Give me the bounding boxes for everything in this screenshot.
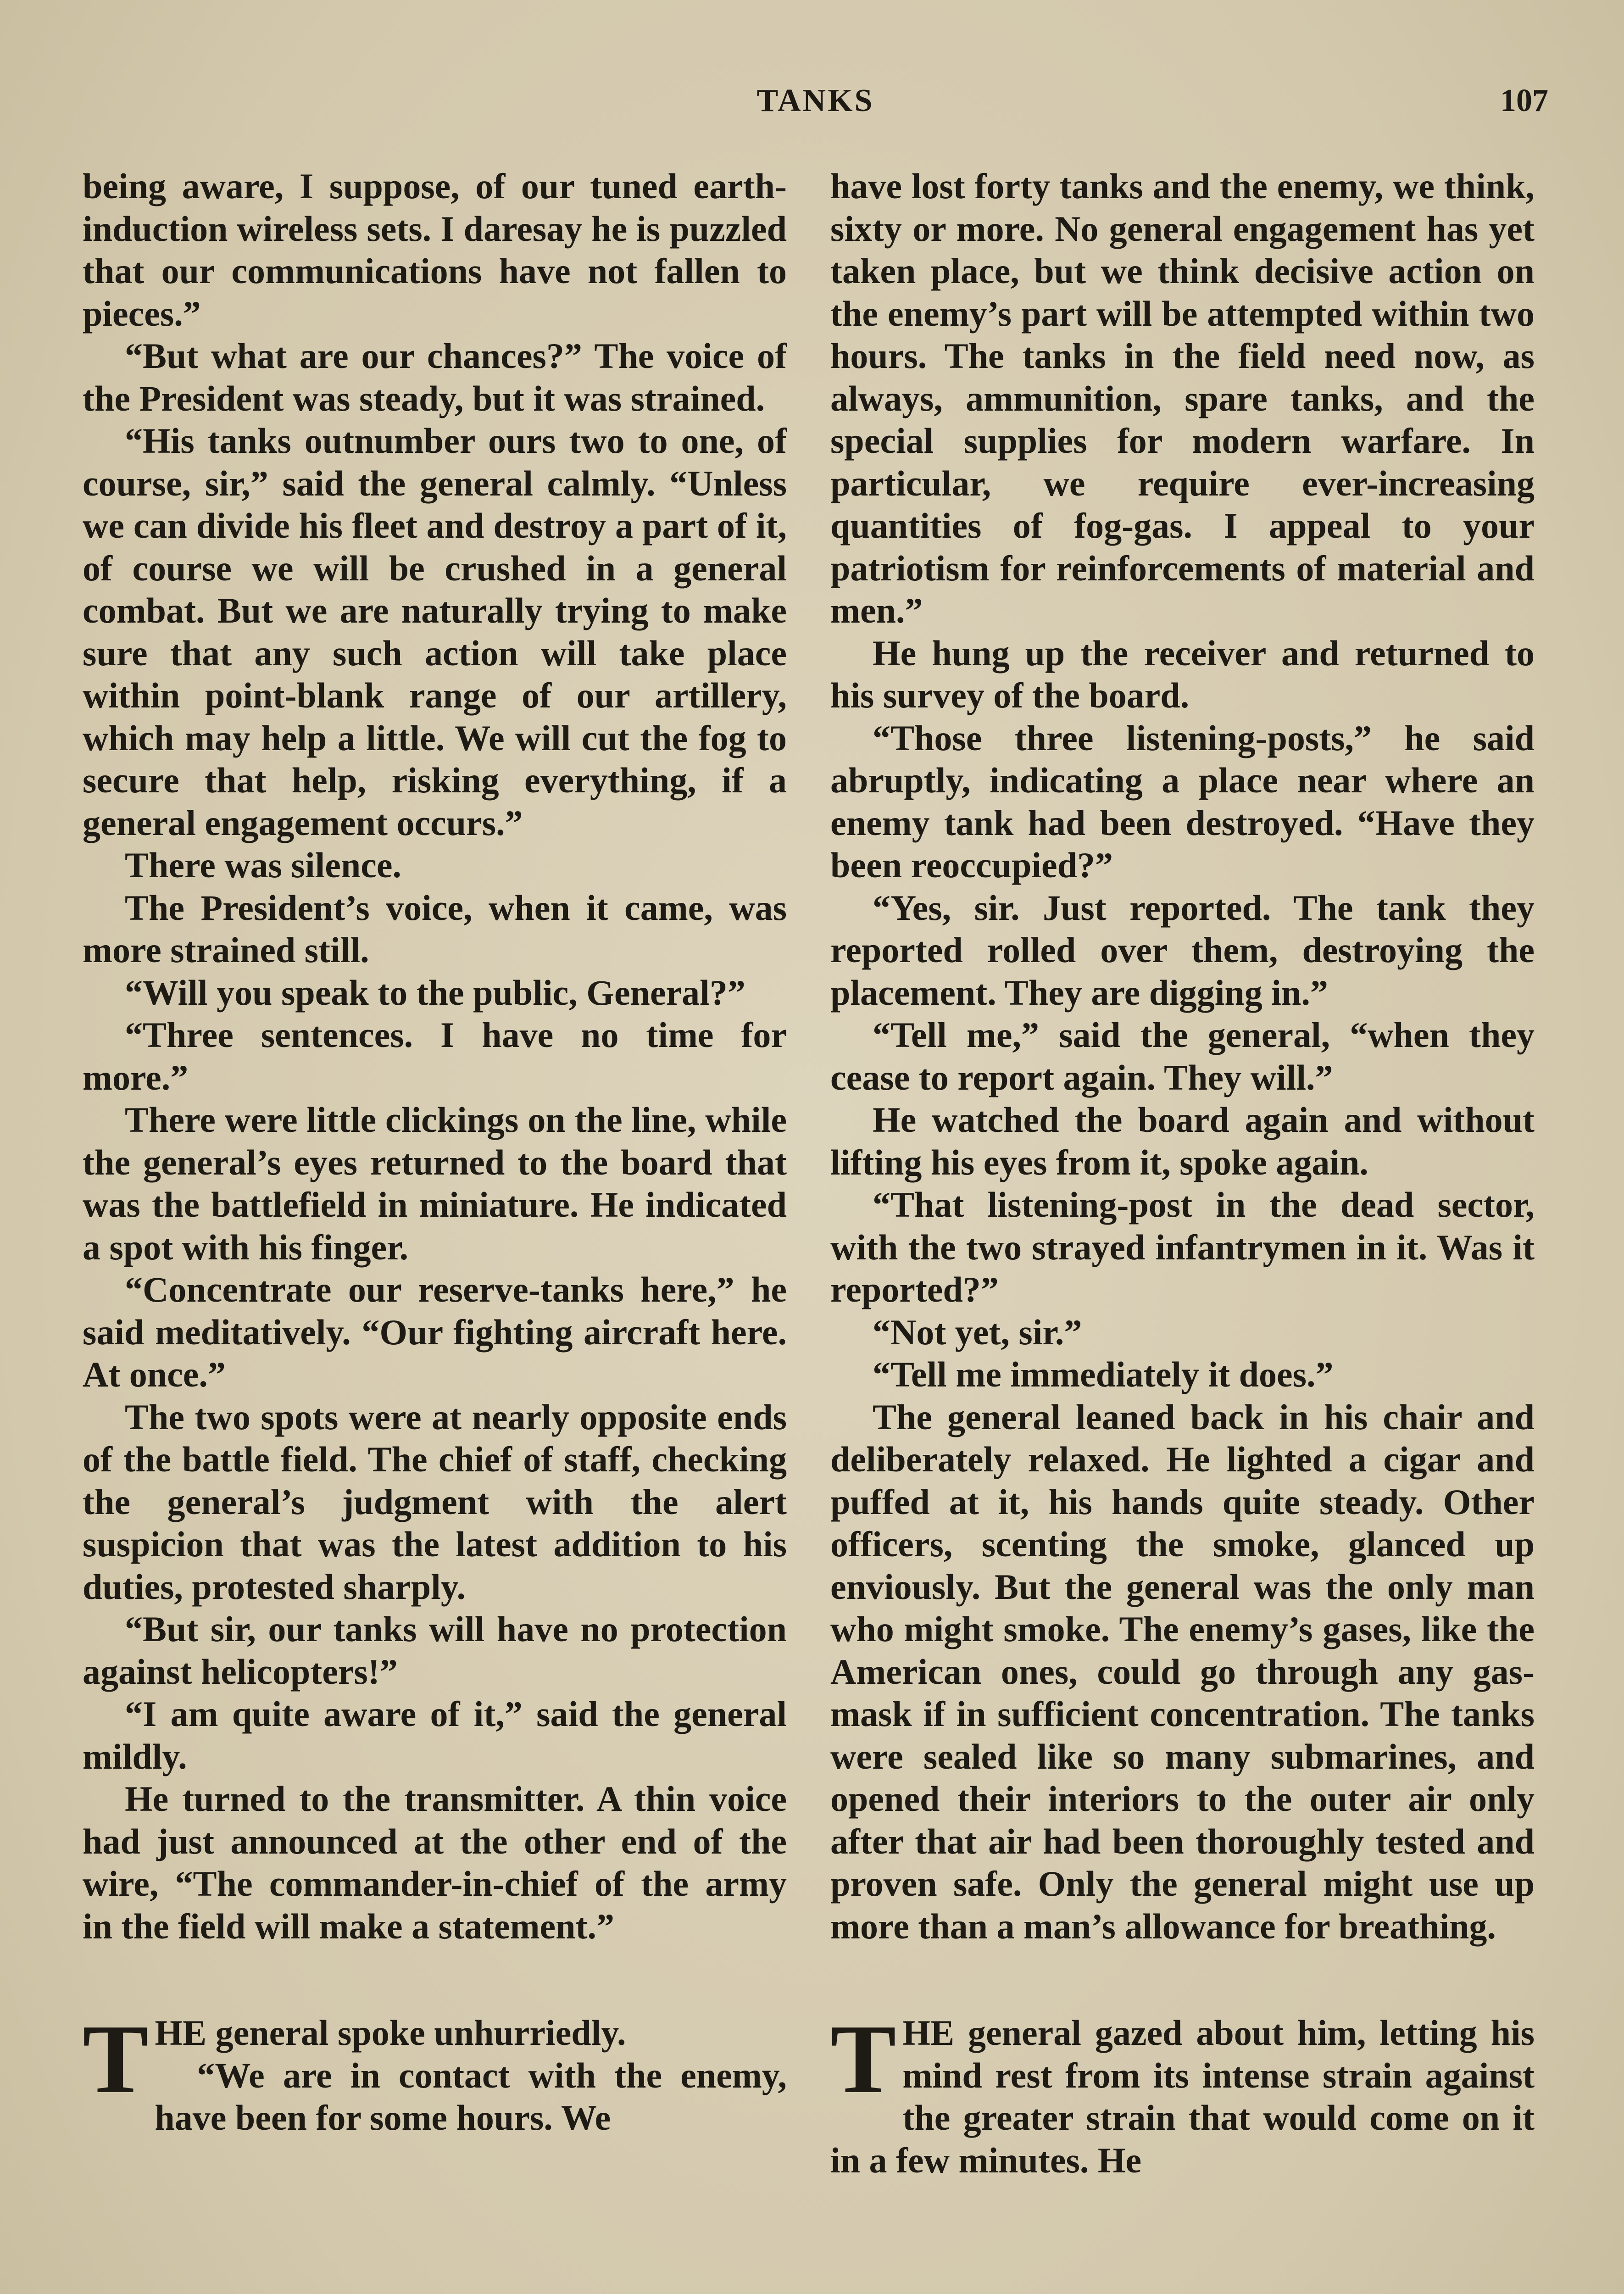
page-header: [83, 83, 1548, 133]
paragraph: The general leaned back in his chair and deliberately relaxed. He lighted a cigar and puffed at it, his hands quite steady. Other officers, scenting the smoke, glanced up enviously. But the general was the only man who might smoke. The enemy’s gases, like the American ones, could go through any gas-mask if in sufficient concentration. The tanks were sealed like so many submarines, and opened their interiors to the outer air only after that air had been thoroughly tested and proven safe. Only the general might use up more than a man’s allowance for breathing.: [830, 1397, 1535, 1946]
right-column: [830, 165, 1535, 2182]
section-opening-paragraph: [830, 2004, 1535, 2182]
page-number: 107: [1500, 83, 1548, 118]
paragraph: The President’s voice, when it came, was more strained still.: [83, 887, 787, 970]
paragraph: “But what are our chances?” The voice of the President was steady, but it was strained.: [83, 336, 787, 418]
paragraph: “We are in contact with the enemy, have been for some hours. We: [155, 2055, 787, 2138]
paragraph: “His tanks outnumber ours two to one, of course, sir,” said the general calmly. “Unless we can divide his fleet and destroy a part of it, of course we will be crushed in a general combat. But we are naturally trying to make sure that any such action will take place within point-blank range of our artillery, which may help a little. We will cut the fog to secure that help, risking everything, if a general engagement occurs.”: [83, 421, 787, 843]
paragraph: “Not yet, sir.”: [873, 1312, 1082, 1352]
paragraph: “Those three listening-posts,” he said abruptly, indicating a place near where an enemy tank had been destroyed. “Have they been reoccupied?”: [830, 718, 1535, 885]
paragraph: “That listening-post in the dead sector, with the two strayed infantrymen in it. Was it reported?”: [830, 1185, 1535, 1309]
lead-rest: general gazed about him, letting his mind rest from its intense strain against the greater strain that would come on it in a few minutes. He: [830, 2013, 1535, 2180]
paragraph: “I am quite aware of it,” said the general mildly.: [83, 1694, 787, 1776]
paragraph: The two spots were at nearly opposite ends of the battle field. The chief of staff, checking the general’s judgment with the alert suspicion that was the latest addition to his duties, protested sharply.: [83, 1397, 787, 1607]
running-head: TANKS: [756, 83, 874, 118]
paragraph: He hung up the receiver and returned to his survey of the board.: [830, 633, 1535, 715]
section-break: [830, 1948, 1535, 2012]
paragraph: “Concentrate our reserve-tanks here,” he said meditatively. “Our fighting aircraft here. At once.”: [83, 1269, 787, 1394]
paragraph: “Tell me,” said the general, “when they cease to report again. They will.”: [830, 1015, 1535, 1097]
lead-rest: general spoke unhurriedly.: [206, 2013, 626, 2053]
paragraph: “Three sentences. I have no time for more.”: [83, 1015, 787, 1097]
drop-cap: T: [830, 2004, 896, 2114]
left-column: [83, 165, 787, 2139]
drop-cap: T: [83, 2004, 149, 2114]
paragraph: “But sir, our tanks will have no protection against helicopters!”: [83, 1609, 787, 1692]
paragraph: “Will you speak to the public, General?”: [125, 972, 745, 1013]
section-break: [83, 1948, 787, 2012]
paragraph: have lost forty tanks and the enemy, we think, sixty or more. No general engagement has yet taken place, but we think decisive action on the enemy’s part will be attempted within two hours. The tanks in the field need now, as always, ammunition, spare tanks, and the special supplies for modern warfare. In particular, we require ever-increasing quantities of fog-gas. I appeal to your patriotism for reinforcements of material and men.”: [830, 166, 1535, 630]
paragraph: “Yes, sir. Just reported. The tank they reported rolled over them, destroying the placement. They are digging in.”: [830, 887, 1535, 1013]
paragraph: “Tell me immediately it does.”: [873, 1354, 1334, 1394]
paragraph: being aware, I suppose, of our tuned earth-induction wireless sets. I daresay he is puzzled that our communications have not fallen to pieces.”: [83, 166, 787, 334]
paragraph: He turned to the transmitter. A thin voice had just announced at the other end of the wire, “The commander-in-chief of the army in the field will make a statement.”: [83, 1779, 787, 1946]
lead-in: HE: [902, 2013, 955, 2053]
paragraph: He watched the board again and without lifting his eyes from it, spoke again.: [830, 1100, 1535, 1182]
lead-in: HE: [155, 2013, 207, 2053]
paragraph: There were little clickings on the line, while the general’s eyes returned to the board that was the battlefield in miniature. He indicated a spot with his finger.: [83, 1100, 787, 1267]
paragraph: There was silence.: [125, 845, 401, 885]
